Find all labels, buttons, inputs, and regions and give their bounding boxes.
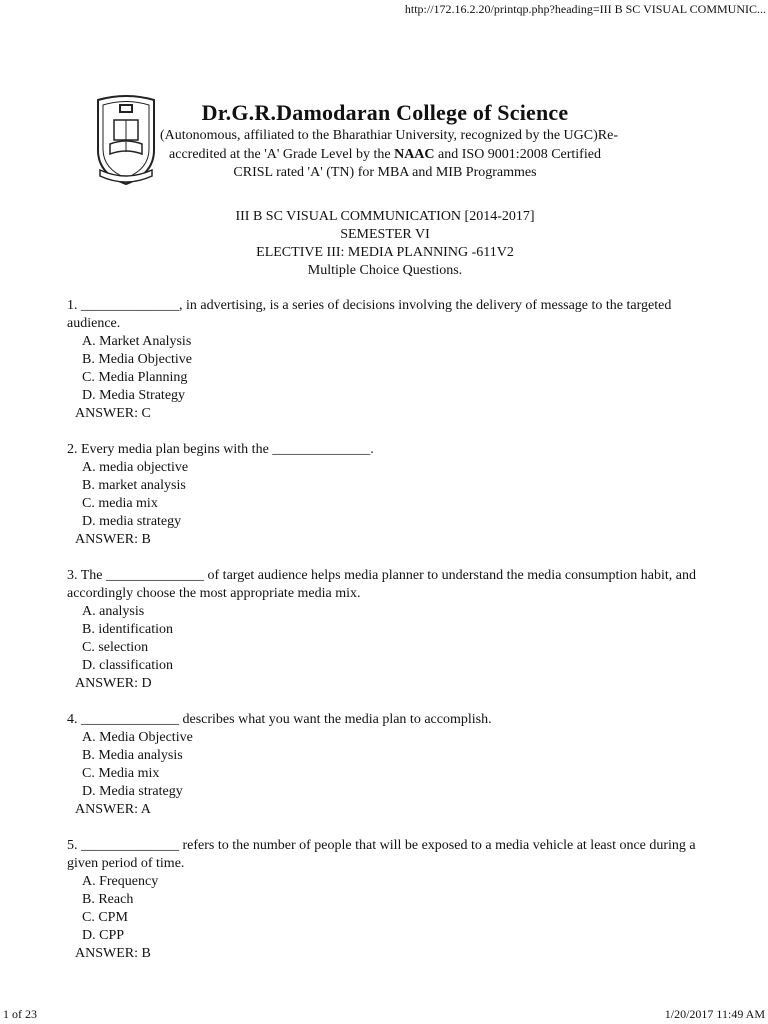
question-text: 1. ______________, in advertising, is a series of decisions involving the delivery of message to the targeted audience.: [67, 298, 672, 331]
option-a: A. Frequency: [82, 874, 159, 889]
question-item: [67, 297, 727, 423]
question-text: 3. The ______________ of target audience helps media planner to understand the media consumption habit, and accordingly choose the most appropriate media mix.: [67, 568, 696, 601]
answer: ANSWER: B: [75, 532, 151, 547]
print-timestamp: 1/20/2017 11:49 AM: [664, 1007, 765, 1021]
option-b: B. market analysis: [82, 478, 186, 493]
option-c: C. Media Planning: [82, 370, 188, 385]
option-c: C. selection: [82, 640, 149, 655]
question-item: [67, 837, 727, 963]
question-text: 4. ______________ describes what you want the media plan to accomplish.: [67, 712, 492, 727]
answer: ANSWER: C: [75, 406, 151, 421]
question-item: [67, 567, 727, 693]
answer: ANSWER: D: [75, 676, 152, 691]
option-d: D. classification: [82, 658, 173, 673]
option-c: C. media mix: [82, 496, 158, 511]
option-a: A. media objective: [82, 460, 189, 475]
question-type-heading: Multiple Choice Questions.: [307, 263, 463, 278]
answer: ANSWER: A: [75, 802, 151, 817]
page-number: 1 of 23: [3, 1007, 37, 1021]
print-url: http://172.16.2.20/printqp.php?heading=III B SC VISUAL COMMUNIC...: [404, 2, 766, 16]
course-heading: III B SC VISUAL COMMUNICATION [2014-2017]: [235, 209, 535, 224]
option-d: D. CPP: [82, 928, 125, 943]
institution-affiliation: (Autonomous, affiliated to the Bharathiar University, recognized by the UGC)Re-: [160, 128, 618, 143]
question-item: [67, 711, 727, 819]
question-text: 2. Every media plan begins with the ______________.: [67, 442, 374, 457]
elective-heading: ELECTIVE III: MEDIA PLANNING -611V2: [256, 245, 514, 260]
question-text: 5. ______________ refers to the number of people that will be exposed to a media vehicle at least once during a given period of time.: [67, 838, 696, 871]
option-b: B. Media Objective: [82, 352, 193, 367]
semester-heading: SEMESTER VI: [340, 227, 430, 242]
question-list: [67, 297, 727, 981]
naac-label: NAAC: [394, 147, 435, 162]
institution-rating: CRISL rated 'A' (TN) for MBA and MIB Programmes: [233, 165, 537, 180]
college-crest-logo: [92, 92, 160, 190]
option-d: D. Media strategy: [82, 784, 183, 799]
institution-accreditation: accredited at the 'A' Grade Level by the NAAC and ISO 9001:2008 Certified: [169, 147, 601, 162]
option-b: B. Reach: [82, 892, 134, 907]
option-d: D. media strategy: [82, 514, 182, 529]
answer: ANSWER: B: [75, 946, 151, 961]
option-b: B. identification: [82, 622, 173, 637]
option-c: C. Media mix: [82, 766, 160, 781]
option-d: D. Media Strategy: [82, 388, 186, 403]
option-b: B. Media analysis: [82, 748, 183, 763]
option-a: A. Market Analysis: [82, 334, 192, 349]
institution-name: Dr.G.R.Damodaran College of Science: [201, 100, 569, 125]
option-c: C. CPM: [82, 910, 128, 925]
question-item: [67, 441, 727, 549]
option-a: A. analysis: [82, 604, 145, 619]
option-a: A. Media Objective: [82, 730, 193, 745]
